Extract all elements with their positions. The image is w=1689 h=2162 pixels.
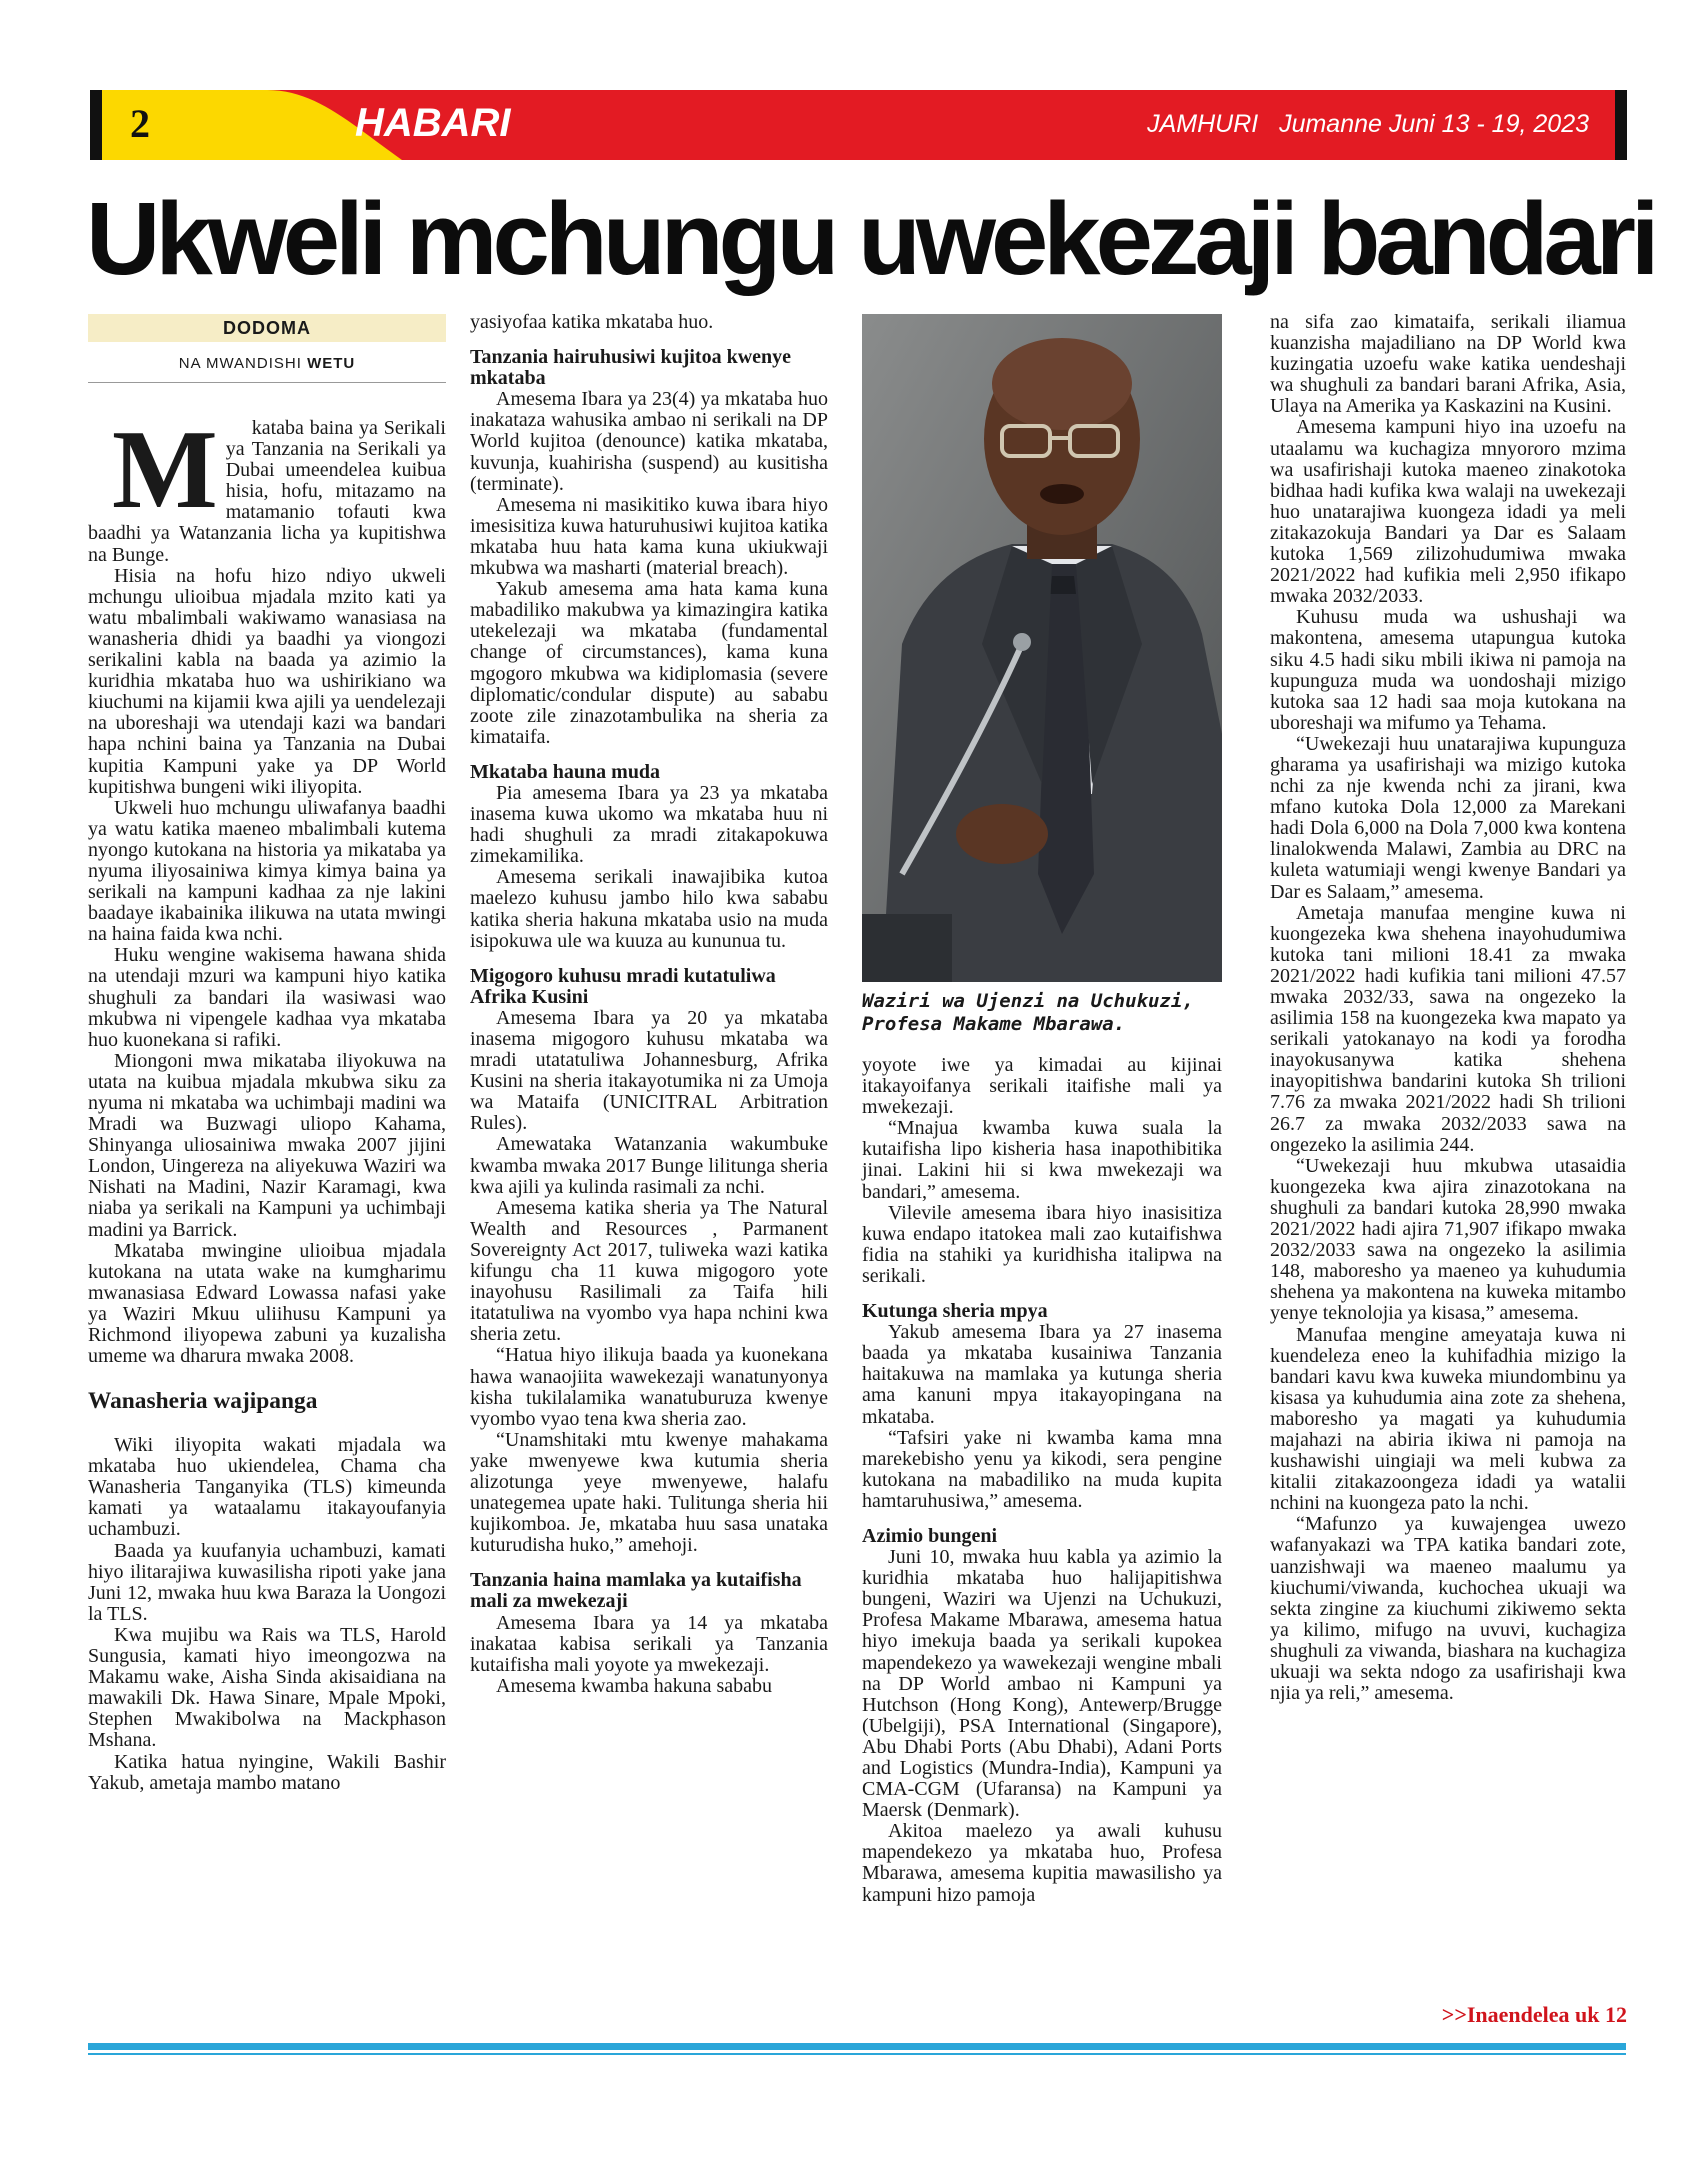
paragraph: “Tafsiri yake ni kwamba kama mna marekebisho yenu ya kikodi, sera pengine kutokana na mabadiliko na muda kupita hamtaruhusiwa,” amesema. [862, 1426, 1222, 1512]
paragraph: Amesema Ibara ya 23(4) ya mkataba huo inakataza wahusika ambao ni serikali na DP World kujitoa (denounce) katika mkataba, kuvunja, kuahirisha (suspend) au kusitisha (terminate). [470, 388, 828, 495]
subheading: Migogoro kuhusu mradi kutatuliwa Afrika Kusini [470, 964, 776, 1008]
paragraph: Akitoa maelezo ya awali kuhusu mapendekezo ya mkataba huo, Profesa Mbarawa, amesema kupitia mawasilisho ya kampuni hizo pamoja [862, 1820, 1222, 1906]
paragraph: Amesema Ibara ya 20 ya mkataba inasema migogoro kuhusu mkataba wa mradi utatatuliwa Johannesburg, Afrika Kusini na sheria itakayotumika ni za Umoja wa Mataifa (UNICITRAL Arbitration Rules). [470, 1006, 828, 1135]
portrait-photo [862, 314, 1222, 982]
caption-line: Profesa Makame Mbarawa. [862, 1013, 1126, 1035]
paragraph: Hisia na hofu hizo ndiyo ukweli mchungu ulioibua mjadala mzito kati ya watu mbalimbali wakiwamo wanasiasa na wanasheria dhidi ya baadhi ya viongozi serikalini kabla na baada ya azimio la kuridhia mkataba huo wa ushirikiano wa kiuchumi na kijamii kwa ajili ya uendelezaji na uboreshaji wa utendaji kazi wa bandari hapa nchini baina ya Tanzania na Dubai kupitia Kampuni yake ya DP World kupitishwa bungeni wiki iliyopita. [88, 564, 446, 798]
paragraph: Vilevile amesema ibara hiyo inasisitiza kuwa endapo itatokea mali zao kutaifishwa fidia na stahiki ya kuridhisha italipwa na serikali. [862, 1201, 1222, 1287]
byline-divider [88, 382, 446, 383]
paragraph: Katika hatua nyingine, Wakili Bashir Yakub, ametaja mambo matano [88, 1750, 446, 1794]
section-label: HABARI [355, 101, 511, 145]
photo-caption [862, 990, 1222, 1036]
paragraph: Yakub amesema Ibara ya 27 inasema baada ya mkataba kusainiwa Tanzania haitakuwa na mamlaka ya kutunga sheria ama kanuni mpya itakayopingana na mkataba. [862, 1321, 1222, 1428]
subheading: Kutunga sheria mpya [862, 1300, 1048, 1323]
article-column-3 [862, 1055, 1222, 1906]
paragraph: Manufaa mengine ameyataja kuwa ni kuendeleza eneo la kuhifadhia mizigo la bandari kavu kwa kuweka miundombinu ya kisasa ya kuhudumia aina zote za shehena, maboresho ya magati ya kuhudumia majahazi na abiria ikiwa ni pamoja na kushawishi uingiaji wa meli kubwa za kitalii zitakazoongeza idadi ya watalii nchini na kuongeza pato la nchi. [1270, 1323, 1626, 1515]
paragraph: Amesema Ibara ya 14 ya mkataba inakataa kabisa serikali ya Tanzania kutaifisha mali yoyote ya mwekezaji. [470, 1611, 828, 1676]
subheading: Tanzania haina mamlaka ya kutaifisha mali za mwekezaji [470, 1569, 802, 1613]
issue-date: Jumanne Juni 13 - 19, 2023 [1279, 110, 1589, 138]
paragraph: Amesema ni masikitiko kuwa ibara hiyo imesisitiza kuwa haturuhusiwi kujitoa katika mkataba huu hata kama kuna ukiukwaji mkubwa wa masharti (material breach). [470, 493, 828, 580]
paragraph: Amesema serikali inawajibika kutoa maelezo kuhusu jambo hilo kwa sababu katika sheria hakuna mkataba usio na muda isipokuwa ule wa kuuza au kununua tu. [470, 866, 828, 952]
publication-date [1147, 110, 1589, 139]
paragraph: “Unamshitaki mtu kwenye mahakama yake mwenyewe kwa kutumia sheria alizotunga yeye mwenyewe, halafu unategemea upate haki. Tulitunga sheria hii kujikomboa. Je, mkataba huu sasa unataka kuturudisha huko,” amehoji. [470, 1428, 828, 1557]
subheading: Wanasheria wajipanga [88, 1387, 318, 1414]
continuation-link[interactable]: >>Inaendelea uk 12 [1441, 2002, 1627, 2027]
paragraph: Amesema kampuni hiyo ina uzoefu na utaalamu wa kuchagiza mnyororo mzima wa usafirishaji kutoka maeneo zinakotoka bidhaa hadi kufika kwa walaji na uwekezaji huo unatarajiwa kuongeza idadi ya meli zitakazokuja Bandari ya Dar es Salaam kutoka 1,569 zilizohudumiwa mwaka 2021/2022 had kufikia meli 2,950 ifikapo mwaka 2032/2033. [1270, 416, 1626, 608]
paragraph: Baada ya kuufanyia uchambuzi, kamati hiyo ilitarajiwa kuwasilisha ripoti yake jana Juni 12, mwaka huu kwa Baraza la Uongozi la TLS. [88, 1539, 446, 1625]
paragraph: Amesema kwamba hakuna sababu [496, 1674, 773, 1697]
dateline: DODOMA [88, 314, 446, 342]
paragraph: Ametaja manufaa mengine kuwa ni kuongezeka kwa shehena inayohudumiwa kutoka tani milioni 18.41 za mwaka 2021/2022 hadi kufikia tani milioni 47.57 mwaka 2032/33, sawa na ongezeko la asilimia 158 na kuongezeka kwa mapato ya serikali yatokanayo na kodi ya forodha inayokusanywa katika shehena inayopitishwa bandarini kutoka Sh trilioni 7.76 za mwaka 2021/2022 hadi Sh trilioni 26.7 za mwaka 2032/2033 sawa na ongezeko la asilimia 244. [1270, 901, 1626, 1156]
paragraph: Ukweli huo mchungu uliwafanya baadhi ya watu katika maeneo mbalimbali kutema nyongo kutokana na historia ya mikataba ya nyuma iliyosainiwa kimya kimya baina ya serikali na kampuni kadhaa za nje lakini baadaye ikabainika ilikuwa na utata mwingi na haina faida kwa nchi. [88, 796, 446, 946]
article-column-2 [470, 312, 828, 1697]
paragraph: yoyote iwe ya kimadai au kijinai itakayoifanya serikali itaifishe mali ya mwekezaji. [862, 1054, 1222, 1119]
headline: Ukweli mchungu uwekezaji bandari [86, 181, 1655, 296]
paragraph: “Hatua hiyo ilikuja baada ya kuonekana hawa wanaojiita wawekezaji wanatunyonya kisha tukilalamika wanatuburuza kwenye vyombo vyao tena kwa sheria zao. [470, 1344, 828, 1430]
paragraph: Juni 10, mwaka huu kabla ya azimio la kuridhia mkataba huo halijapitishwa bungeni, Waziri wa Ujenzi na Uchukuzi, Profesa Makame Mbarawa, amesema hatua hiyo imekuja baada ya serikali kupokea mapendekezo ya wawekezaji wengine mbali na DP World ambao ni Kampuni ya Hutchson (Hong Kong), Antewerp/Brugge (Ubelgiji), PSA International (Singapore), Abu Dhabi Ports (Abu Dhabi), Adani Ports and Logistics (Mundra-India), Kampuni ya CMA-CGM (Ufaransa) na Kampuni ya Maersk (Denmark). [862, 1546, 1222, 1822]
paragraph: na sifa zao kimataifa, serikali iliamua kuanzisha majadiliano na DP World kwa kuzingatia uzoefu wake katika uendeshaji wa shughuli za bandari barani Afrika, Asia, Ulaya na Amerika ya Kaskazini na Kusini. [1270, 311, 1626, 418]
paragraph: yasiyofaa katika mkataba huo. [470, 311, 714, 333]
byline-prefix: NA MWANDISHI [178, 355, 302, 372]
paragraph: Wiki iliyopita wakati mjadala wa mkataba huo ukiendelea, Chama cha Wanasheria Tanganyika (TLS) kimeunda kamati ya wataalamu itakayoufanyia uchambuzi. [88, 1434, 446, 1541]
header-right-bar [1615, 90, 1627, 160]
paragraph: “Mnajua kwamba kuwa suala la kutaifisha lipo kisheria hasa inapothibitika jinai. Lakini hii si kwa mwekezaji wa bandari,” amesema. [862, 1117, 1222, 1203]
paragraph: “Mafunzo ya kuwajengea uwezo wafanyakazi wa TPA katika bandari zote, uanzishwaji wa maeneo maalumu ya kiuchumi/viwanda, kuchochea ukuaji wa sekta zingine za kiuchumi zikiwemo sekta ya kilimo, mifugo na uvuvi, kuchagiza shughuli za viwanda, biashara na kuchagiza ukuaji wa sekta ndogo za usafirishaji kwa njia ya reli,” amesema. [1270, 1513, 1626, 1705]
paragraph: Kwa mujibu wa Rais wa TLS, Harold Sungusia, kamati hiyo imeongozwa na Makamu wake, Aisha Sinda akisaidiana na mawakili Dk. Hawa Sinare, Mpale Mpoki, Stephen Mwakibolwa na Mackphason Mshana. [88, 1623, 446, 1752]
bottom-rule [88, 2043, 1626, 2050]
byline-name: WETU [307, 355, 356, 372]
paragraph: Amesema katika sheria ya The Natural Wealth and Resources , Parmanent Sovereignty Act 2017, tuliweka wazi katika kifungu cha 11 kuwa migogoro yote inayohusu Rasilimali za Taifa hili itatatuliwa na vyombo vya hapa nchini kwa sheria zetu. [470, 1196, 828, 1346]
paragraph: Amewataka Watanzania wakumbuke kwamba mwaka 2017 Bunge lilitunga sheria kwa ajili ya kulinda rasimali za nchi. [470, 1133, 828, 1198]
article-column-1 [88, 408, 446, 1794]
caption-line: Waziri wa Ujenzi na Uchukuzi, [862, 990, 1194, 1012]
bottom-rule-thin [88, 2053, 1626, 2055]
paragraph: Miongoni mwa mikataba iliyokuwa na utata na kuibua mjadala mkubwa siku za nyuma ni mkataba wa uchimbaji madini wa Mradi wa Buzwagi uliopo Kahama, Shinyanga uliosainiwa mwaka 2007 jijini London, Uingereza na aliyekuwa Waziri wa Nishati na Madini, Nazir Karamagi, kwa niaba ya serikali na Kampuni ya uchimbaji madini ya Barrick. [88, 1049, 446, 1241]
page-number: 2 [130, 101, 150, 146]
header-band [90, 90, 1627, 160]
paragraph: Mkataba mwingine ulioibua mjadala kutokana na utata wake na kumgharimu mwanasiasa Edward Lowassa nafasi yake ya Waziri Mkuu uliihusu Kampuni ya Richmond iliyopewa zabuni ya kuzalisha umeme wa dharura mwaka 2008. [88, 1239, 446, 1368]
article-column-4 [1270, 312, 1626, 1704]
drop-cap: M [112, 408, 218, 532]
paragraph: kataba baina ya Serikali ya Tanzania na Serikali ya Dubai umeendelea kuibua hisia, hofu, mitazamo na matamanio tofauti kwa baadhi ya Watanzania licha ya kupitishwa na Bunge. [88, 417, 446, 566]
lead-paragraph [88, 408, 446, 566]
header-left-bar [90, 90, 102, 160]
paragraph: Yakub amesema ama hata kama kuna mabadiliko makubwa ya kimazingira katika utekelezaji wa mkataba (fundamental change of circumstances), kama kuna mgogoro mkubwa wa kidiplomasia (severe diplomatic/condular dispute) au sababu zoote zile zinazotambulika na sheria za kimataifa. [470, 578, 828, 748]
publication-name: JAMHURI [1147, 110, 1259, 138]
byline [88, 355, 446, 372]
subheading: Mkataba hauna muda [470, 760, 661, 783]
paragraph: “Uwekezaji huu unatarajiwa kupunguza gharama ya usafirishaji wa mizigo kutoka nchi za nje kwenda nchi za jirani, kwa mfano kutoka Dola 12,000 za Marekani hadi Dola 6,000 na Dola 7,000 kwa kontena linalokwenda Malawi, Zambia au DRC na kuleta watumiaji wengi kwenye Bandari ya Dar es Salaam,” amesema. [1270, 732, 1626, 903]
paragraph: Pia amesema Ibara ya 23 ya mkataba inasema kuwa ukomo wa mkataba huu ni hadi shughuli za mradi zitakapokuwa zimekamilika. [470, 781, 828, 868]
subheading: Tanzania hairuhusiwi kujitoa kwenye mkataba [470, 346, 792, 390]
paragraph: Kuhusu muda wa ushushaji wa makontena, amesema utapungua kutoka siku 4.5 hadi siku mbili ikiwa ni pamoja na kupunguza muda wa uondoshaji mizigo kutoka saa 12 hadi saa moja kutokana na uboreshaji wa mifumo ya Tehama. [1270, 606, 1626, 734]
subheading: Azimio bungeni [862, 1524, 998, 1547]
paragraph: Huku wengine wakisema hawana shida na utendaji mzuri wa kampuni hiyo katika shughuli za bandari ila wasiwasi wao mkubwa ni vipengele kadhaa vya mkataba huo kuonekana si rafiki. [88, 944, 446, 1051]
paragraph: “Uwekezaji huu mkubwa utasaidia kuongezeka kwa ajira zinazotokana na shughuli za bandari kutoka 28,990 mwaka 2021/2022 hadi ajira 71,907 ifikapo mwaka 2032/2033 sawa na ongezeko la asilimia 148, maboresho ya maeneo ya kuhudumia shehena ya makontena na kuweka mitambo yenye teknolojia ya kisasa,” amesema. [1270, 1154, 1626, 1325]
